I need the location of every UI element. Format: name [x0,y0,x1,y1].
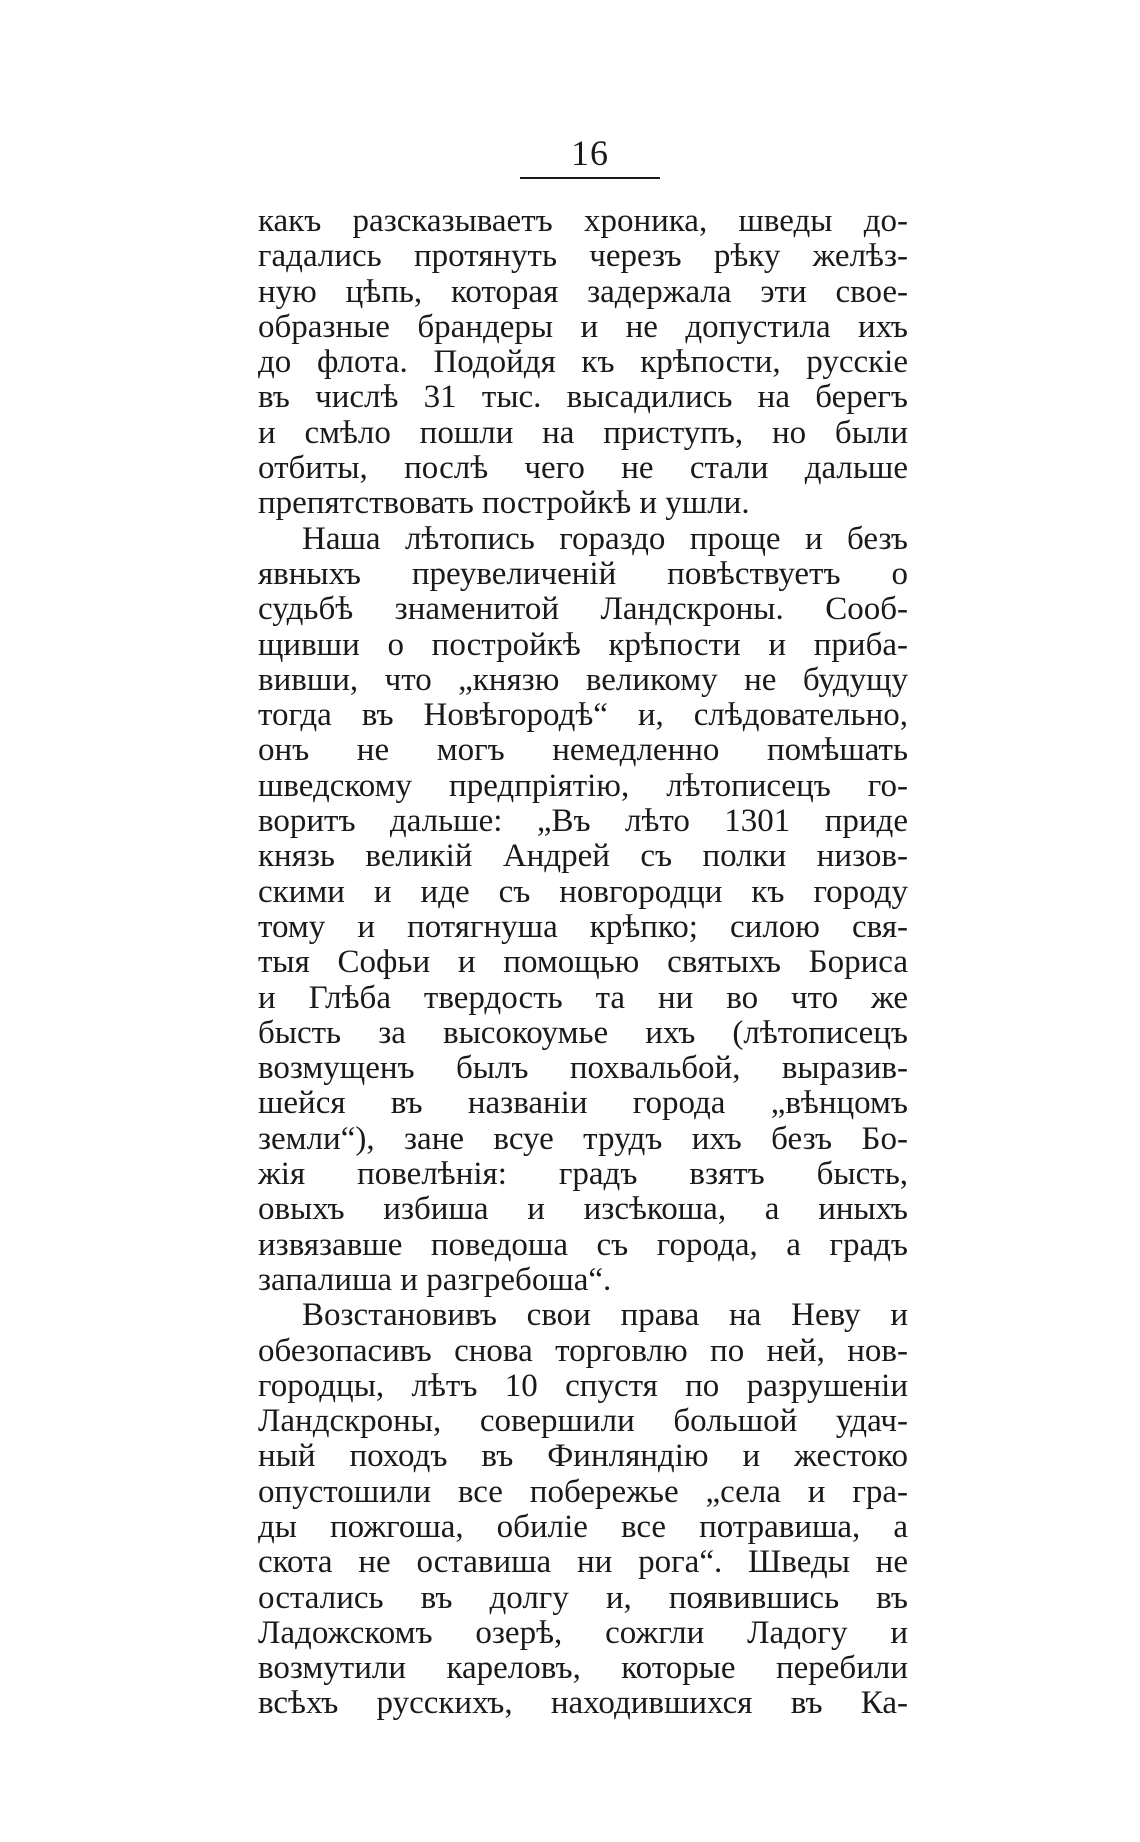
text-line: судьбѣ знаменитой Ландскроны. Сооб- [258,591,908,628]
text-line: скота не оставиша ни рога“. Шведы не [258,1544,908,1581]
text-line: возмутили кареловъ, которые перебили [258,1650,908,1687]
text-line: земли“), зане всуе трудъ ихъ безъ Бо- [258,1120,908,1157]
text-line: ную цѣпь, которая задержала эти свое- [258,273,908,310]
text-line: какъ разсказываетъ хроника, шведы до- [258,203,908,239]
text-line: тому и потягнуша крѣпко; силою свя- [258,908,908,945]
text-line: Возстановивъ свои права на Неву и [302,1297,908,1334]
text-line: гадались протянуть черезъ рѣку желѣз- [258,238,908,275]
text-line: извязавше поведоша съ города, а градъ [258,1226,908,1263]
text-line: возмущенъ былъ похвальбой, выразив- [258,1050,908,1087]
text-line: шейся въ названіи города „вѣнцомъ [258,1085,908,1122]
text-line: препятствовать постройкѣ и ушли. [258,485,750,522]
text-line: ный походъ въ Финляндію и жестоко [258,1438,908,1475]
text-line: Наша лѣтопись гораздо проще и безъ [302,520,908,557]
text-line: князь великій Андрей съ полки низов- [258,838,908,875]
text-line: ды пожгоша, обиліе все потравиша, а [258,1508,908,1545]
paragraph-3 [258,1298,908,1722]
text-line: скими и иде съ новгородци къ городу [258,873,908,910]
text-line: опустошили все побережье „села и гра- [258,1473,908,1510]
text-line: и Глѣба твердость та ни во что же [258,979,908,1016]
text-line: остались въ долгу и, появившись въ [258,1579,908,1616]
paragraph-1 [258,204,908,522]
text-line: воритъ дальше: „Въ лѣто 1301 приде [258,803,908,840]
text-line: овыхъ избиша и изсѣкоша, а иныхъ [258,1191,908,1228]
text-line: явныхъ преувеличеній повѣствуетъ о [258,555,908,592]
text-line: городцы, лѣтъ 10 спустя по разрушеніи [258,1367,908,1404]
text-line: всѣхъ русскихъ, находившихся въ Ка- [258,1685,908,1722]
page-number-rule [520,177,660,179]
body-text [258,204,908,1722]
text-line: и смѣло пошли на приступъ, но были [258,414,908,451]
text-line: до флота. Подойдя къ крѣпости, русскіе [258,344,908,381]
page-number: 16 [571,133,609,173]
paragraph-2 [258,522,908,1299]
text-line: въ числѣ 31 тыс. высадились на берегъ [258,379,908,416]
text-line: образные брандеры и не допустила ихъ [258,308,908,345]
text-line: Ландскроны, совершили большой удач- [258,1403,908,1440]
text-line: запалиша и разгребоша“. [258,1261,612,1298]
text-line: Ладожскомъ озерѣ, сожгли Ладогу и [258,1614,908,1651]
text-line: жія повелѣнія: градъ взятъ бысть, [258,1156,908,1193]
text-line: тогда въ Новѣгородѣ“ и, слѣдовательно, [258,697,908,734]
text-line: обезопасивъ снова торговлю по ней, нов- [258,1332,908,1369]
text-line: вивши, что „князю великому не будущу [258,661,908,698]
text-line: щивши о постройкѣ крѣпости и приба- [258,626,908,663]
text-line: бысть за высокоумье ихъ (лѣтописецъ [258,1014,908,1051]
text-line: тыя Софьи и помощью святыхъ Бориса [258,944,908,981]
text-line: отбиты, послѣ чего не стали дальше [258,450,908,487]
text-line: шведскому предпріятію, лѣтописецъ го- [258,767,908,804]
text-line: онъ не могъ немедленно помѣшать [258,732,908,769]
